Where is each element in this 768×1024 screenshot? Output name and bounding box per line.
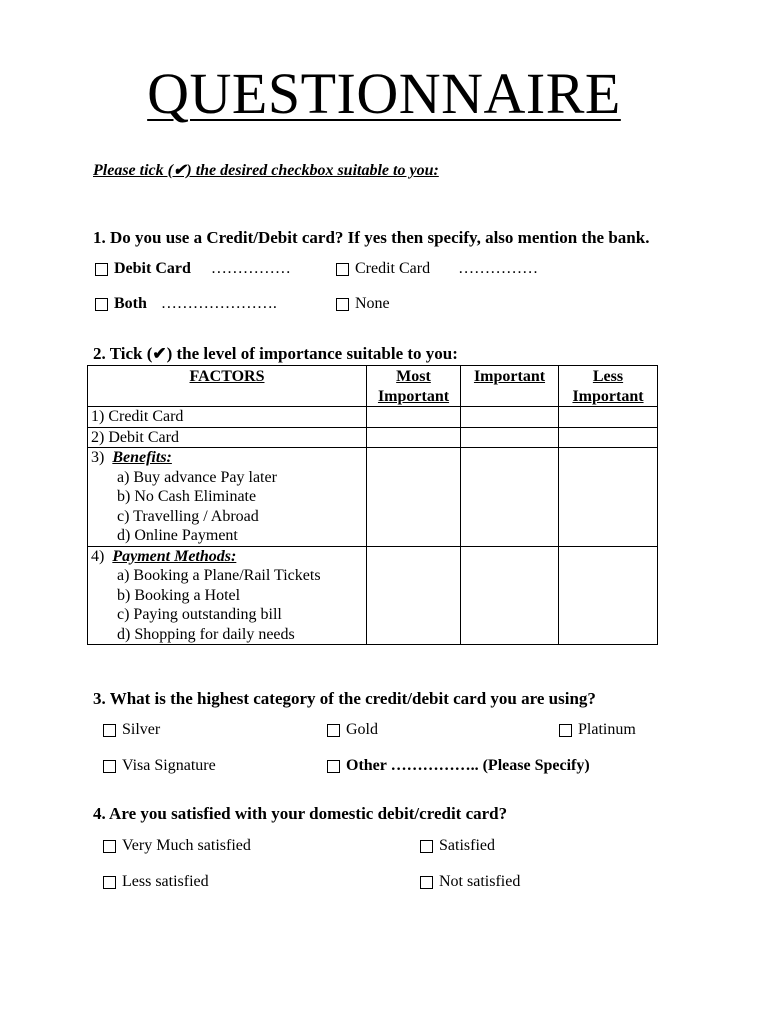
- option-very-much-satisfied[interactable]: [103, 837, 251, 855]
- option-label: Gold: [346, 721, 378, 738]
- list-item: c) Paying outstanding bill: [117, 606, 282, 623]
- tick-cell[interactable]: [559, 427, 658, 448]
- tick-cell[interactable]: [367, 546, 461, 645]
- option-not-satisfied[interactable]: [420, 873, 520, 891]
- checkbox-very-much-satisfied[interactable]: [103, 840, 116, 853]
- checkbox-gold[interactable]: [327, 724, 340, 737]
- option-debit-card[interactable]: [95, 260, 291, 278]
- checkbox-visa-signature[interactable]: [103, 760, 116, 773]
- header-less-important: Less Important: [559, 366, 658, 407]
- tick-cell[interactable]: [461, 546, 559, 645]
- option-silver[interactable]: [103, 721, 160, 739]
- checkbox-satisfied[interactable]: [420, 840, 433, 853]
- option-label: Credit Card: [355, 260, 431, 277]
- option-label: Silver: [122, 721, 161, 738]
- option-both[interactable]: [95, 295, 277, 313]
- factor-cell: [88, 546, 367, 645]
- header-factors: FACTORS: [88, 366, 367, 407]
- option-none[interactable]: [336, 295, 390, 313]
- checkbox-both[interactable]: [95, 298, 108, 311]
- option-label: Both: [114, 295, 147, 312]
- question-2: 2. Tick (✔) the level of importance suitable to you:: [93, 344, 458, 363]
- fill-in-dots[interactable]: ………………….: [160, 295, 277, 312]
- group-heading: 4) Payment Methods:: [91, 547, 237, 565]
- table-row: [88, 407, 658, 428]
- tick-cell[interactable]: [461, 427, 559, 448]
- fill-in-dots[interactable]: ……………: [458, 260, 539, 277]
- option-label: Satisfied: [439, 837, 495, 854]
- list-item: d) Online Payment: [117, 527, 238, 544]
- fill-in-dots[interactable]: ……………: [210, 260, 291, 277]
- table-row: [88, 546, 658, 645]
- tick-cell[interactable]: [559, 448, 658, 547]
- option-label: Platinum: [578, 721, 636, 738]
- page-title: QUESTIONNAIRE: [147, 61, 621, 126]
- group-title-benefits: Benefits:: [112, 449, 172, 466]
- table-row: [88, 427, 658, 448]
- table-header-row: [88, 366, 658, 407]
- question-3: 3. What is the highest category of the credit/debit card you are using?: [93, 689, 596, 708]
- question-4: 4. Are you satisfied with your domestic debit/credit card?: [93, 804, 508, 823]
- option-credit-card[interactable]: [336, 260, 538, 278]
- checkbox-silver[interactable]: [103, 724, 116, 737]
- tick-cell[interactable]: [559, 546, 658, 645]
- tick-cell[interactable]: [461, 407, 559, 428]
- factor-cell: 1) Credit Card: [88, 407, 367, 428]
- option-label: Very Much satisfied: [122, 837, 251, 854]
- list-item: a) Buy advance Pay later: [117, 468, 277, 486]
- list-item: b) No Cash Eliminate: [117, 488, 257, 505]
- factor-cell: 2) Debit Card: [88, 427, 367, 448]
- list-item: c) Travelling / Abroad: [117, 507, 259, 525]
- question-1: 1. Do you use a Credit/Debit card? If yes then specify, also mention the bank.: [93, 228, 650, 247]
- list-item: b) Booking a Hotel: [117, 586, 241, 604]
- option-gold[interactable]: [327, 721, 378, 739]
- header-important: Important: [461, 366, 559, 407]
- header-most-important: Most Important: [367, 366, 461, 407]
- list-item: a) Booking a Plane/Rail Tickets: [117, 567, 321, 584]
- option-other[interactable]: [327, 757, 590, 775]
- group-title-payment-methods: Payment Methods:: [112, 547, 237, 565]
- instruction-text: Please tick (✔) the desired checkbox suitable to you:: [93, 162, 439, 179]
- table-row: [88, 448, 658, 547]
- checkbox-platinum[interactable]: [559, 724, 572, 737]
- option-label: Visa Signature: [122, 757, 216, 774]
- option-visa-signature[interactable]: [103, 757, 216, 775]
- tick-cell[interactable]: [559, 407, 658, 428]
- option-label: Other …………….. (Please Specify): [346, 757, 590, 774]
- checkbox-none[interactable]: [336, 298, 349, 311]
- checkbox-less-satisfied[interactable]: [103, 876, 116, 889]
- tick-cell[interactable]: [367, 407, 461, 428]
- checkbox-debit-card[interactable]: [95, 263, 108, 276]
- option-label: None: [355, 295, 390, 312]
- option-platinum[interactable]: [559, 721, 636, 739]
- option-less-satisfied[interactable]: [103, 873, 209, 891]
- tick-cell[interactable]: [367, 448, 461, 547]
- importance-table: [87, 365, 658, 645]
- option-label: Less satisfied: [122, 873, 209, 890]
- factor-cell: [88, 448, 367, 547]
- option-label: Debit Card: [114, 260, 191, 277]
- group-heading: 3) Benefits:: [91, 449, 172, 466]
- option-label: Not satisfied: [439, 873, 521, 890]
- tick-cell[interactable]: [367, 427, 461, 448]
- checkbox-other[interactable]: [327, 760, 340, 773]
- list-item: d) Shopping for daily needs: [117, 625, 295, 643]
- checkbox-not-satisfied[interactable]: [420, 876, 433, 889]
- checkbox-credit-card[interactable]: [336, 263, 349, 276]
- tick-cell[interactable]: [461, 448, 559, 547]
- option-satisfied[interactable]: [420, 837, 495, 855]
